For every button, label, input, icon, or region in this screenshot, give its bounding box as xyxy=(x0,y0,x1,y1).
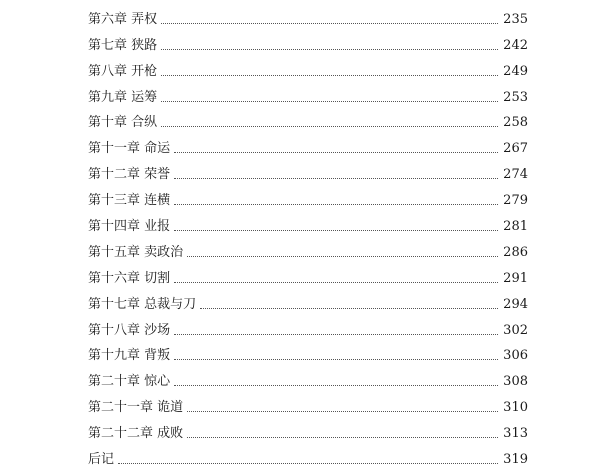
toc-entry-title: 第七章 狭路 xyxy=(88,37,158,53)
toc-entry-title: 第十一章 命运 xyxy=(88,141,171,157)
toc-entry-title: 第六章 弄权 xyxy=(88,11,158,27)
toc-entry-page: 249 xyxy=(503,63,528,79)
toc-entry-title: 第二十二章 成败 xyxy=(88,426,184,442)
toc-entry-6[interactable] xyxy=(88,131,528,157)
toc-entry-page: 308 xyxy=(503,374,528,390)
toc-entry-17[interactable] xyxy=(88,416,528,442)
dot-leader xyxy=(200,308,498,309)
toc-entry-7[interactable] xyxy=(88,157,528,183)
table-of-contents xyxy=(88,2,528,468)
dot-leader xyxy=(161,49,498,50)
toc-entry-title: 第十三章 连横 xyxy=(88,193,171,209)
toc-entry-title: 第八章 开枪 xyxy=(88,63,158,79)
dot-leader xyxy=(174,178,498,179)
toc-entry-title: 第九章 运筹 xyxy=(88,89,158,105)
dot-leader xyxy=(174,152,498,153)
dot-leader xyxy=(161,126,498,127)
toc-entry-16[interactable] xyxy=(88,390,528,416)
toc-entry-3[interactable] xyxy=(88,54,528,80)
dot-leader xyxy=(187,411,498,412)
toc-entry-page: 319 xyxy=(503,452,528,468)
toc-entry-title: 第十二章 荣誉 xyxy=(88,167,171,183)
toc-entry-5[interactable] xyxy=(88,106,528,132)
toc-entry-page: 291 xyxy=(503,270,528,286)
toc-entry-title: 第十七章 总裁与刀 xyxy=(88,296,197,312)
toc-entry-15[interactable] xyxy=(88,364,528,390)
toc-entry-page: 281 xyxy=(503,219,528,235)
toc-entry-title: 第十四章 业报 xyxy=(88,219,171,235)
toc-entry-10[interactable] xyxy=(88,235,528,261)
toc-entry-title: 第十五章 卖政治 xyxy=(88,244,184,260)
dot-leader xyxy=(174,204,498,205)
toc-entry-title: 后记 xyxy=(88,452,115,468)
toc-entry-1[interactable] xyxy=(88,2,528,28)
toc-entry-18[interactable] xyxy=(88,442,528,468)
toc-entry-page: 235 xyxy=(503,11,528,27)
toc-entry-4[interactable] xyxy=(88,80,528,106)
toc-entry-title: 第十章 合纵 xyxy=(88,115,158,131)
dot-leader xyxy=(174,359,498,360)
toc-entry-13[interactable] xyxy=(88,313,528,339)
toc-entry-11[interactable] xyxy=(88,261,528,287)
dot-leader xyxy=(161,23,498,24)
toc-entry-9[interactable] xyxy=(88,209,528,235)
toc-entry-12[interactable] xyxy=(88,287,528,313)
toc-entry-page: 294 xyxy=(503,296,528,312)
dot-leader xyxy=(118,463,498,464)
toc-entry-title: 第十九章 背叛 xyxy=(88,348,171,364)
toc-entry-title: 第十六章 切割 xyxy=(88,270,171,286)
toc-entry-page: 267 xyxy=(503,141,528,157)
toc-entry-title: 第十八章 沙场 xyxy=(88,322,171,338)
toc-entry-page: 279 xyxy=(503,193,528,209)
toc-entry-page: 258 xyxy=(503,115,528,131)
toc-entry-title: 第二十一章 诡道 xyxy=(88,400,184,416)
dot-leader xyxy=(187,437,498,438)
dot-leader xyxy=(174,230,498,231)
toc-entry-page: 310 xyxy=(503,400,528,416)
dot-leader xyxy=(174,385,498,386)
toc-entry-page: 274 xyxy=(503,167,528,183)
toc-entry-page: 313 xyxy=(503,426,528,442)
toc-entry-page: 306 xyxy=(503,348,528,364)
dot-leader xyxy=(174,282,498,283)
toc-entry-page: 253 xyxy=(503,89,528,105)
dot-leader xyxy=(187,256,498,257)
toc-entry-14[interactable] xyxy=(88,339,528,365)
toc-entry-2[interactable] xyxy=(88,28,528,54)
toc-entry-8[interactable] xyxy=(88,183,528,209)
toc-entry-page: 242 xyxy=(503,37,528,53)
toc-entry-page: 302 xyxy=(503,322,528,338)
dot-leader xyxy=(161,101,498,102)
toc-entry-title: 第二十章 惊心 xyxy=(88,374,171,390)
toc-entry-page: 286 xyxy=(503,244,528,260)
dot-leader xyxy=(174,334,498,335)
dot-leader xyxy=(161,75,498,76)
